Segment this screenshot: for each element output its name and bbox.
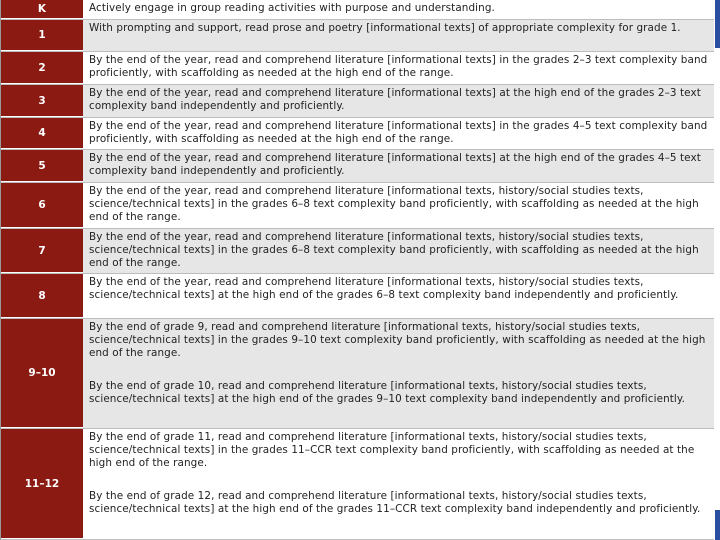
grade-label: 6 — [1, 183, 83, 228]
table-row — [1, 183, 715, 229]
standard-text: Actively engage in group reading activities with purpose and understanding. — [83, 0, 715, 19]
standard-text: By the end of the year, read and comprehend literature [informational texts, history/social studies texts, science/technical texts] at the high end of the grades 6–8 text complexity band independently and proficiently. — [83, 274, 715, 318]
grade-label: 3 — [1, 85, 83, 117]
standard-text: By the end of the year, read and comprehend literature [informational texts] at the high end of the grades 2–3 text complexity band independently and proficiently. — [83, 85, 715, 117]
standard-text: By the end of grade 9, read and comprehend literature [informational texts, history/social studies texts, science/technical texts] in the grades 9–10 text complexity band proficiently, with scaffolding as needed at the high end of the range. By the end of grade 10, read and comprehend literature [informational texts, history/social studies texts, science/technical texts] at the high end of the grades 9–10 text complexity band independently and proficiently. — [83, 319, 715, 428]
grade-label: 11–12 — [1, 429, 83, 539]
grade-label: 9–10 — [1, 319, 83, 428]
standard-text: By the end of grade 11, read and comprehend literature [informational texts, history/social studies texts, science/technical texts] in the grades 11–CCR text complexity band proficiently, with scaffolding as needed at the high end of the range. By the end of grade 12, read and comprehend literature [informational texts, history/social studies texts, science/technical texts] at the high end of the grades 11–CCR text complexity band independently and proficiently. — [83, 429, 715, 539]
page-edge — [714, 0, 720, 540]
table-row — [1, 274, 715, 319]
standard-text: By the end of the year, read and comprehend literature [informational texts] in the grades 4–5 text complexity band proficiently, with scaffolding as needed at the high end of the range. — [83, 118, 715, 149]
table-row — [1, 118, 715, 150]
table-row — [1, 229, 715, 274]
grade-label: 4 — [1, 118, 83, 149]
table-row — [1, 319, 715, 429]
edge-accent — [715, 510, 720, 540]
table-row — [1, 20, 715, 52]
table-row — [1, 0, 715, 20]
grade-label: 8 — [1, 274, 83, 318]
table-row — [1, 429, 715, 540]
table-row — [1, 52, 715, 85]
standard-text: By the end of the year, read and comprehend literature [informational texts, history/social studies texts, science/technical texts] in the grades 6–8 text complexity band proficiently, with scaffolding as needed at the high end of the range. — [83, 229, 715, 273]
standard-text: With prompting and support, read prose and poetry [informational texts] of appropriate complexity for grade 1. — [83, 20, 715, 51]
grade-label: 1 — [1, 20, 83, 51]
table-row — [1, 85, 715, 118]
grade-label: 2 — [1, 52, 83, 84]
grade-label: K — [1, 0, 83, 19]
standard-text: By the end of the year, read and comprehend literature [informational texts] in the grades 2–3 text complexity band proficiently, with scaffolding as needed at the high end of the range. — [83, 52, 715, 84]
table-row — [1, 150, 715, 183]
grade-label: 7 — [1, 229, 83, 273]
standard-text: By the end of the year, read and comprehend literature [informational texts, history/social studies texts, science/technical texts] in the grades 6–8 text complexity band proficiently, with scaffolding as needed at the high end of the range. — [83, 183, 715, 228]
standard-text: By the end of the year, read and comprehend literature [informational texts] at the high end of the grades 4–5 text complexity band independently and proficiently. — [83, 150, 715, 182]
edge-accent — [715, 0, 720, 48]
grade-label: 5 — [1, 150, 83, 182]
